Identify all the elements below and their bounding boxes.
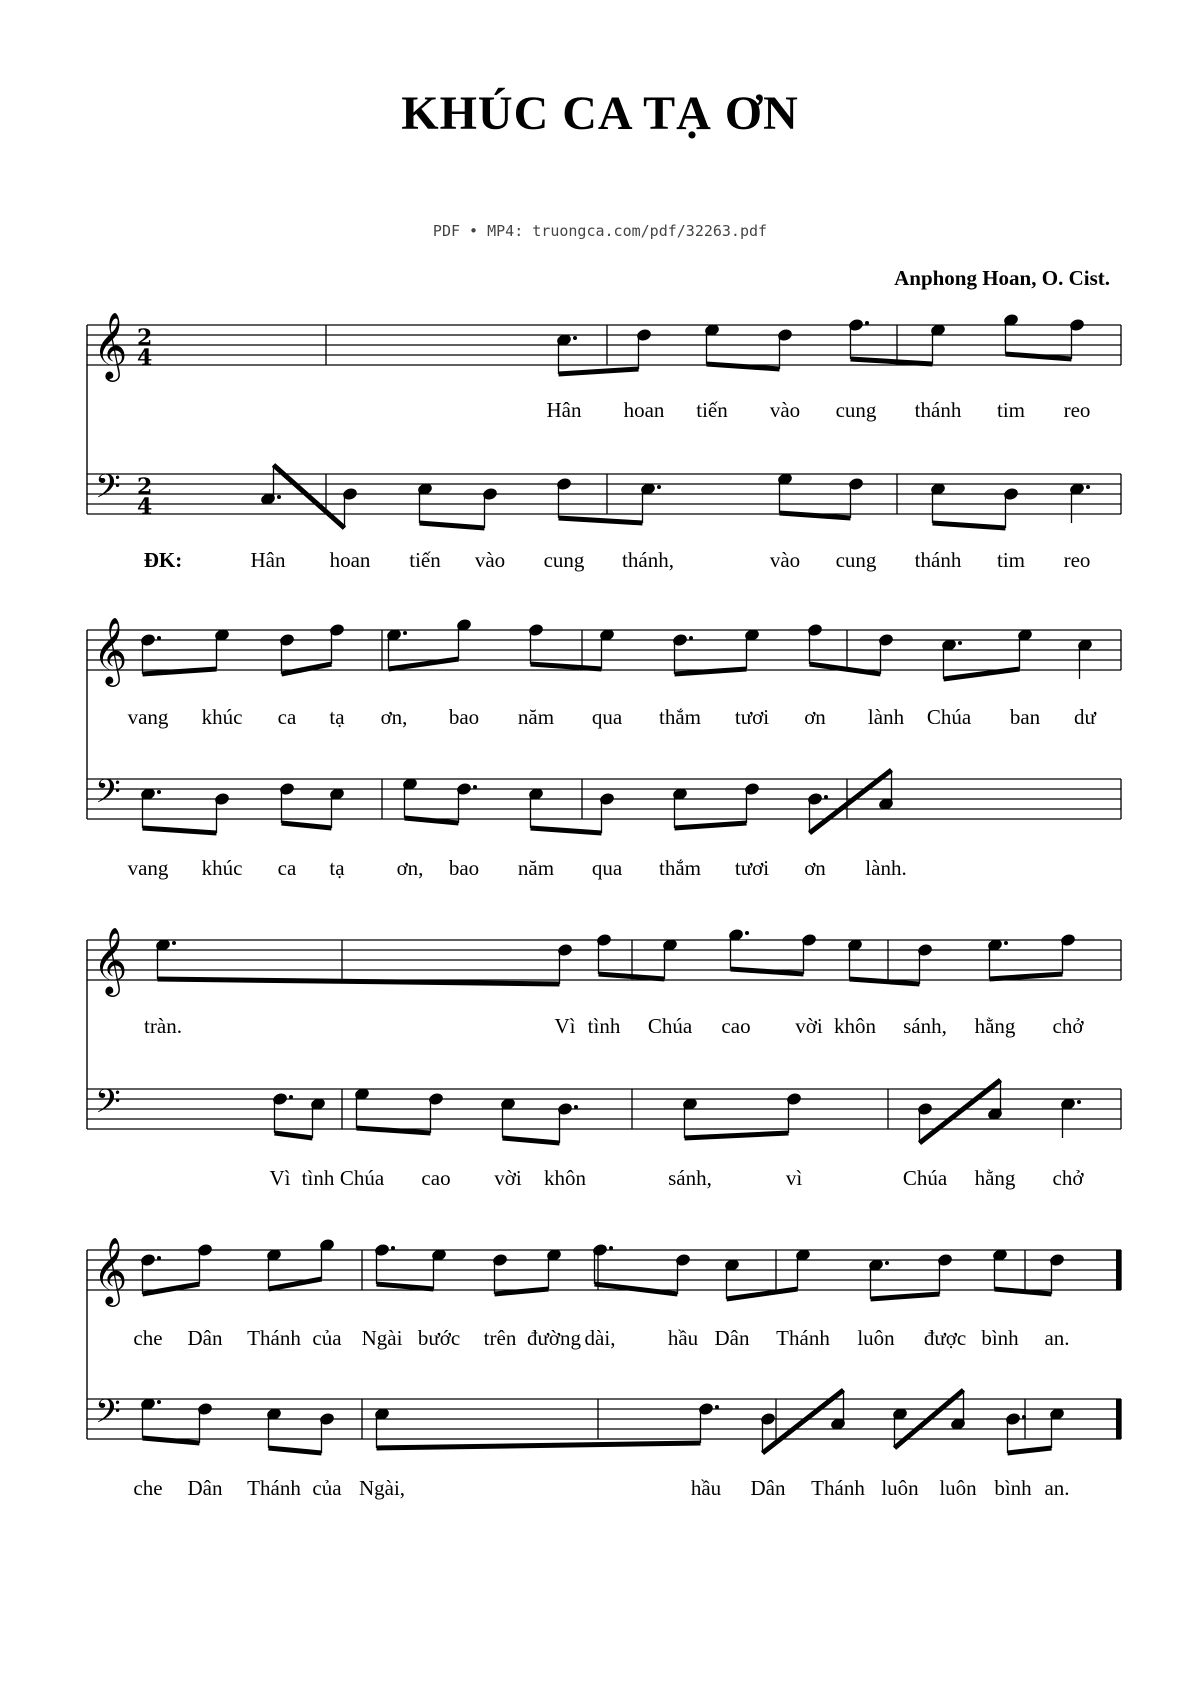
dot (157, 1400, 161, 1404)
beam (559, 369, 639, 374)
lyric-syllable: năm (517, 856, 555, 880)
beam (1008, 1448, 1052, 1453)
lyric-syllable: hằng (974, 1166, 1016, 1190)
lyric-syllable: chở (1052, 1014, 1084, 1038)
bass-clef-icon: 𝄢 (95, 773, 121, 819)
final-bar-line (1116, 1250, 1121, 1290)
composer-credit: Anphong Hoan, O. Cist. (894, 266, 1110, 290)
dot (715, 1405, 719, 1409)
dot (289, 1095, 293, 1099)
lyric-syllable: được (923, 1326, 967, 1350)
lyric-syllable: dư (1074, 705, 1096, 729)
lyric-syllable: tim (996, 398, 1026, 422)
time-signature-bottom: 4 (137, 494, 153, 520)
beam (559, 518, 643, 523)
lyric-syllable: cung (543, 548, 585, 572)
lyric-syllable: năm (517, 705, 555, 729)
beam (933, 523, 1006, 528)
lyric-syllable: bước (417, 1326, 461, 1350)
dot (277, 495, 281, 499)
lyric-syllable: tạ (329, 705, 345, 729)
dot (473, 785, 477, 789)
dot (403, 631, 407, 635)
dot (573, 336, 577, 340)
lyric-syllable: lành. (865, 856, 907, 880)
lyric-syllable: tình (301, 1166, 335, 1190)
lyric-syllable: lành (867, 705, 905, 729)
time-signature-top: 2 (137, 325, 153, 351)
dot (391, 1246, 395, 1250)
dot (1004, 941, 1008, 945)
lyric-syllable: sánh, (903, 1014, 947, 1038)
dot (657, 485, 661, 489)
dot (745, 931, 749, 935)
lyric-syllable: reo (1063, 398, 1091, 422)
beam (851, 359, 933, 364)
beam (685, 1133, 789, 1138)
dot (157, 636, 161, 640)
treble-clef-icon: 𝄞 (93, 1236, 128, 1304)
lyric-syllable: luôn (939, 1476, 977, 1500)
beam (599, 974, 665, 979)
final-bar-line (1116, 1399, 1121, 1439)
lyric-syllable: cao (721, 1014, 751, 1038)
lyric-syllable: ca (277, 856, 297, 880)
lyric-syllable: vào (769, 548, 801, 572)
treble-clef-icon: 𝄞 (93, 311, 128, 379)
beam (531, 664, 602, 669)
lyric-syllable: thánh (914, 398, 962, 422)
lyric-syllable: chở (1052, 1166, 1084, 1190)
lyric-syllable: của (312, 1476, 342, 1500)
lyric-syllable: vang (127, 856, 169, 880)
beam (282, 664, 332, 674)
lyric-syllable: vào (474, 548, 506, 572)
beam (377, 1443, 701, 1448)
dot (958, 641, 962, 645)
beam (143, 1284, 200, 1294)
lyric-syllable: Thánh (247, 1476, 301, 1500)
bass-clef-icon: 𝄢 (95, 468, 121, 514)
dot (1022, 1415, 1026, 1419)
lyric-syllable: ơn, (380, 705, 408, 729)
beam (275, 1133, 313, 1138)
lyric-syllable: Dân (750, 1476, 786, 1500)
lyric-syllable: qua (591, 705, 623, 729)
lyric-syllable: Vì (554, 1014, 576, 1038)
lyric-syllable: dài, (584, 1326, 616, 1350)
lyric-syllable: sánh, (668, 1166, 712, 1190)
lyric-syllable: Ngài, (358, 1476, 406, 1500)
dot (689, 636, 693, 640)
lyric-syllable: Dân (187, 1326, 223, 1350)
beam (420, 523, 485, 528)
beam (143, 828, 217, 833)
lyric-syllable: che (133, 1326, 163, 1350)
lyric-syllable: ban (1009, 705, 1041, 729)
lyric-syllable: cung (835, 548, 877, 572)
lyric-syllable: ơn (804, 856, 826, 880)
lyric-syllable: bình (994, 1476, 1032, 1500)
beam (282, 823, 332, 828)
lyric-syllable: Thánh (776, 1326, 830, 1350)
lyric-syllable: vời (494, 1166, 522, 1190)
lyric-syllable: đường (527, 1326, 581, 1350)
lyric-syllable: tươi (734, 705, 770, 729)
lyric-syllable: thánh (914, 548, 962, 572)
lyric-syllable: khúc (201, 705, 243, 729)
beam (269, 1448, 322, 1453)
bass-clef-icon: 𝄢 (95, 1083, 121, 1129)
lyric-syllable: vời (795, 1014, 823, 1038)
beam (871, 1294, 940, 1299)
lyric-syllable: Hân (250, 548, 286, 572)
refrain-marker: ĐK: (143, 548, 183, 572)
lyric-syllable: trên (483, 1326, 517, 1350)
dot (885, 1261, 889, 1265)
lyric-syllable: thắm (659, 856, 701, 880)
beam (990, 974, 1063, 979)
lyric-syllable: tạ (329, 856, 345, 880)
lyric-syllable: che (133, 1476, 163, 1500)
lyric-syllable: tiến (696, 398, 728, 422)
beam (377, 1284, 434, 1289)
time-signature-top: 2 (137, 474, 153, 500)
dot (574, 1105, 578, 1109)
song-title: KHÚC CA TẠ ƠN (401, 87, 799, 140)
lyric-syllable: qua (591, 856, 623, 880)
lyric-syllable: ơn, (396, 856, 424, 880)
lyric-syllable: khôn (544, 1166, 586, 1190)
dot (172, 941, 176, 945)
lyric-syllable: ca (277, 705, 297, 729)
lyric-syllable: tràn. (144, 1014, 182, 1038)
lyric-syllable: ơn (804, 705, 826, 729)
lyric-syllable: khúc (201, 856, 243, 880)
beam (531, 828, 602, 833)
lyric-syllable: hằng (974, 1014, 1016, 1038)
lyric-syllable: hầu (690, 1476, 722, 1500)
bass-clef-icon: 𝄢 (95, 1393, 121, 1439)
lyric-syllable: bình (981, 1326, 1019, 1350)
lyric-syllable: reo (1063, 548, 1091, 572)
lyric-syllable: thánh, (622, 548, 674, 572)
dot (1086, 485, 1090, 489)
lyric-syllable: an. (1044, 1326, 1070, 1350)
lyric-syllable: bao (448, 856, 480, 880)
lyric-syllable: Dân (714, 1326, 750, 1350)
lyric-syllable: Thánh (247, 1326, 301, 1350)
lyric-syllable: Chúa (926, 705, 972, 729)
dot (865, 321, 869, 325)
lyric-syllable: Ngài (361, 1326, 403, 1350)
lyric-syllable: an. (1044, 1476, 1070, 1500)
lyric-syllable: vào (769, 398, 801, 422)
lyric-syllable: luôn (857, 1326, 895, 1350)
lyric-syllable: luôn (881, 1476, 919, 1500)
beam (503, 1138, 560, 1143)
time-signature-bottom: 4 (137, 345, 153, 371)
lyric-syllable: cao (421, 1166, 451, 1190)
lyric-syllable: Thánh (811, 1476, 865, 1500)
lyric-syllable: hầu (667, 1326, 699, 1350)
lyric-syllable: bao (448, 705, 480, 729)
beam (810, 664, 881, 674)
lyric-syllable: Hân (546, 398, 582, 422)
lyric-syllable: khôn (834, 1014, 876, 1038)
lyric-syllable: hoan (329, 548, 371, 572)
source-link[interactable]: PDF • MP4: truongca.com/pdf/32263.pdf (432, 222, 768, 240)
lyric-syllable: Chúa (902, 1166, 948, 1190)
dot (1077, 1100, 1081, 1104)
dot (609, 1246, 613, 1250)
treble-clef-icon: 𝄞 (93, 926, 128, 994)
beam (675, 823, 747, 828)
lyric-syllable: Chúa (647, 1014, 693, 1038)
lyric-syllable: tiến (409, 548, 441, 572)
lyric-syllable: thắm (659, 705, 701, 729)
lyric-syllable: tình (587, 1014, 621, 1038)
lyric-syllable: Vì (269, 1166, 291, 1190)
beam (595, 1284, 678, 1294)
lyric-syllable: tươi (734, 856, 770, 880)
lyric-syllable: cung (835, 398, 877, 422)
lyric-syllable: tim (996, 548, 1026, 572)
lyric-syllable: vì (785, 1166, 803, 1190)
dot (824, 795, 828, 799)
lyric-syllable: của (312, 1326, 342, 1350)
lyric-syllable: Dân (187, 1476, 223, 1500)
lyric-syllable: Chúa (339, 1166, 385, 1190)
lyric-syllable: hoan (623, 398, 665, 422)
lyric-syllable: vang (127, 705, 169, 729)
dot (157, 1256, 161, 1260)
dot (157, 790, 161, 794)
treble-clef-icon: 𝄞 (93, 616, 128, 684)
